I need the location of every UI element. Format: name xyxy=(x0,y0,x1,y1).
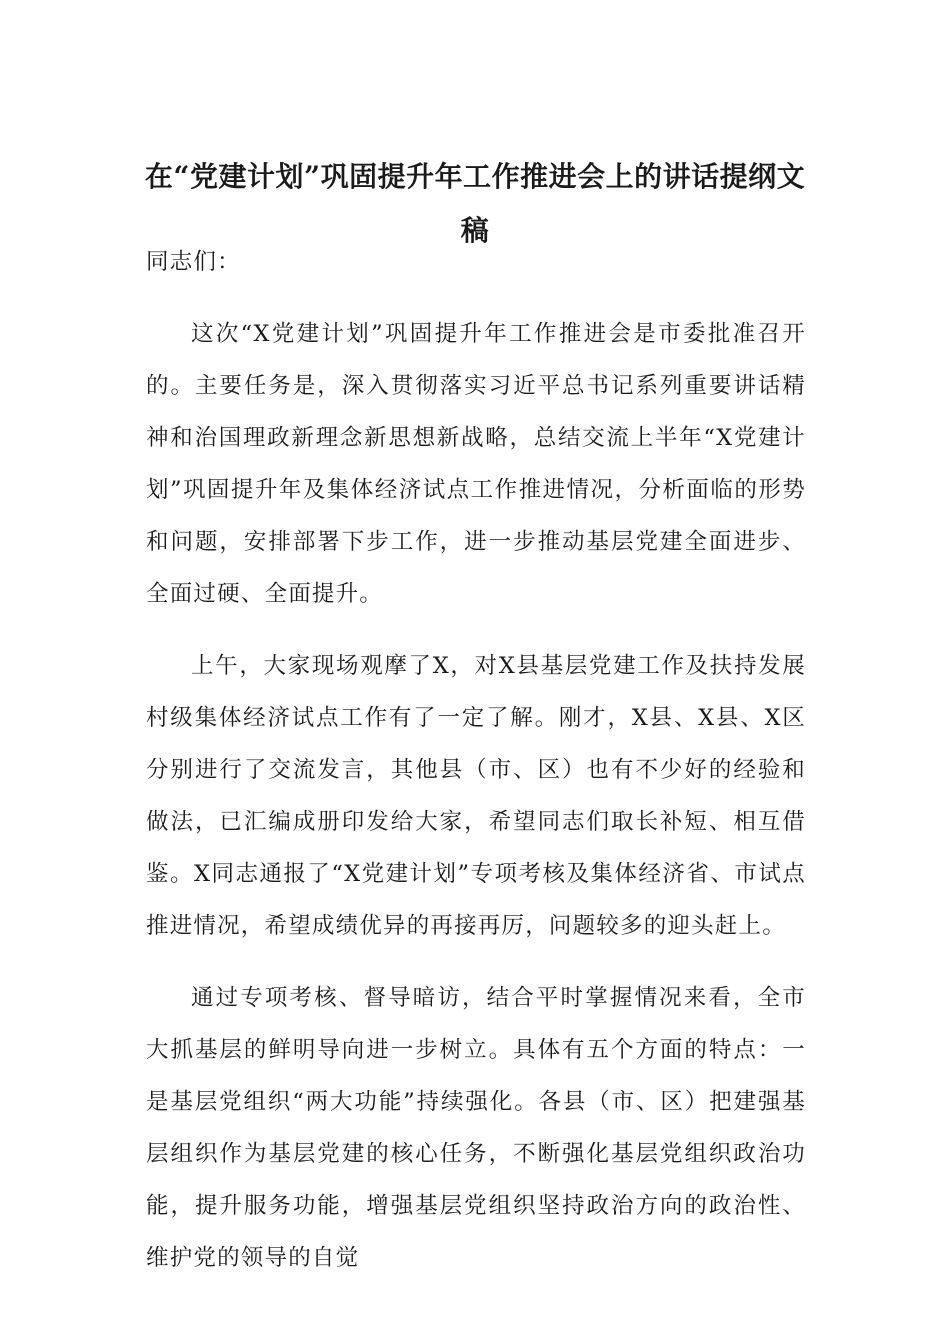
document-title: 在“党建计划”巩固提升年工作推进会上的讲话提纲文稿 xyxy=(144,160,806,247)
paragraph-2: 上午，大家现场观摩了X，对X县基层党建工作及扶持发展村级集体经济试点工作有了一定了解。刚才，X县、X县、X区分别进行了交流发言，其他县（市、区）也有不少好的经验和做法，已汇编成册印发给大家，希望同志们取长补短、相互借鉴。X同志通报了“X党建计划”专项考核及集体经济省、市试点推进情况，希望成绩优异的再接再厉，问题较多的迎头赶上。 xyxy=(146,653,806,939)
paragraph-1: 这次“X党建计划”巩固提升年工作推进会是市委批准召开的。主要任务是，深入贯彻落实习近平总书记系列重要讲话精神和治国理政新理念新思想新战略，总结交流上半年“X党建计划”巩固提升年及集体经济试点工作推进情况，分析面临的形势和问题，安排部署下步工作，进一步推动基层党建全面进步、全面过硬、全面提升。 xyxy=(146,321,806,607)
salutation: 同志们： xyxy=(146,249,241,275)
paragraph-3: 通过专项考核、督导暗访，结合平时掌握情况来看，全市大抓基层的鲜明导向进一步树立。具体有五个方面的特点：一是基层党组织“两大功能”持续强化。各县（市、区）把建强基层组织作为基层党建的核心任务，不断强化基层党组织政治功能，提升服务功能，增强基层党组织坚持政治方向的政治性、维护党的领导的自觉 xyxy=(146,985,806,1271)
document-body xyxy=(146,236,806,1304)
